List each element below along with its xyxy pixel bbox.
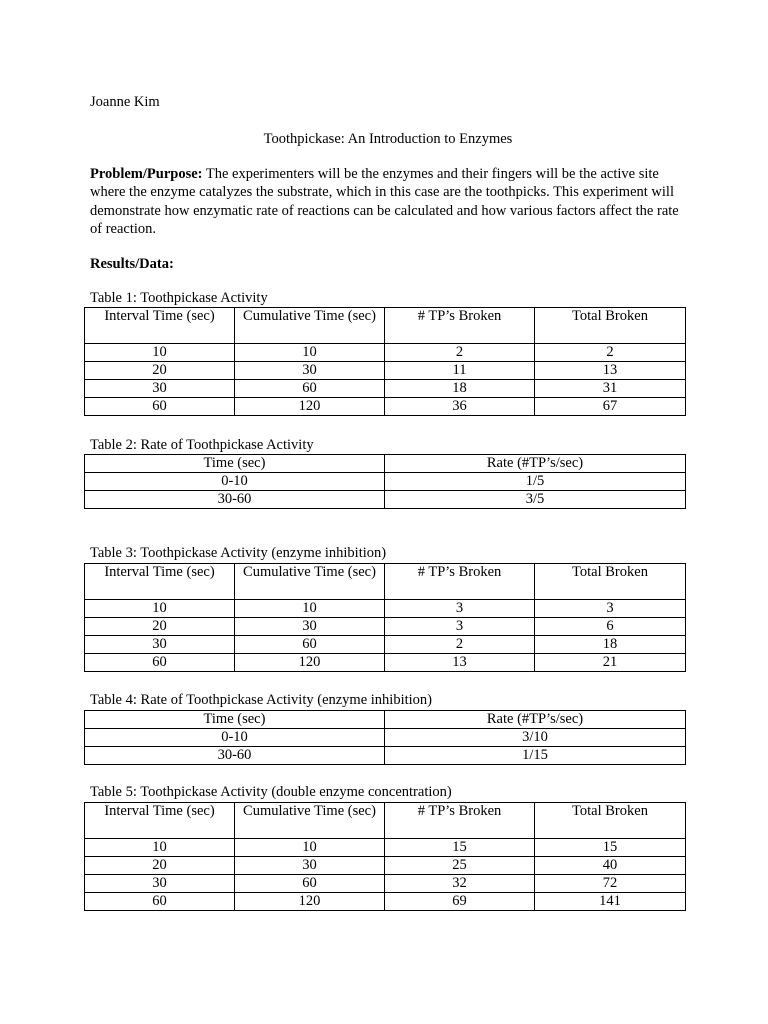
table3-caption: Table 3: Toothpickase Activity (enzyme inhibition) [90, 545, 387, 561]
table-cell: 67 [535, 398, 686, 416]
table-cell: 1/5 [385, 473, 686, 491]
table-cell: 10 [235, 839, 385, 857]
table-cell: 60 [235, 875, 385, 893]
table-cell: 30 [235, 857, 385, 875]
table-cell: 21 [535, 654, 686, 672]
table-cell: 20 [85, 362, 235, 380]
table2-caption: Table 2: Rate of Toothpickase Activity [90, 437, 314, 453]
table-row [85, 839, 686, 857]
table1 [84, 307, 686, 416]
table5 [84, 802, 686, 911]
table2 [84, 454, 686, 509]
table-cell: 40 [535, 857, 686, 875]
table-cell: 10 [85, 600, 235, 618]
table-cell: 30 [85, 636, 235, 654]
table-cell: 30 [235, 618, 385, 636]
table-cell: 30 [235, 362, 385, 380]
table2-header-row [85, 455, 686, 473]
table5-header-cell: Cumulative Time (sec) [235, 803, 385, 839]
table-cell: 3 [385, 618, 535, 636]
table5-header-cell: Interval Time (sec) [85, 803, 235, 839]
table-cell: 30 [85, 875, 235, 893]
table3-header-row [85, 564, 686, 600]
table-cell: 60 [235, 380, 385, 398]
document-title: Toothpickase: An Introduction to Enzymes [263, 131, 513, 147]
table-cell: 120 [235, 893, 385, 911]
table-cell: 141 [535, 893, 686, 911]
table-cell: 20 [85, 618, 235, 636]
table-row [85, 636, 686, 654]
table1-header-cell: Interval Time (sec) [85, 308, 235, 344]
table-row [85, 398, 686, 416]
table-cell: 72 [535, 875, 686, 893]
table-cell: 0-10 [85, 473, 385, 491]
table-cell: 25 [385, 857, 535, 875]
table-cell: 69 [385, 893, 535, 911]
table2-header-cell: Time (sec) [85, 455, 385, 473]
purpose-label: Problem/Purpose: [90, 166, 203, 182]
table-cell: 13 [535, 362, 686, 380]
table-row [85, 618, 686, 636]
table-row [85, 654, 686, 672]
table-cell: 3/10 [385, 729, 686, 747]
table-row [85, 875, 686, 893]
table-cell: 11 [385, 362, 535, 380]
table-cell: 32 [385, 875, 535, 893]
table-cell: 3 [535, 600, 686, 618]
table5-header-cell: Total Broken [535, 803, 686, 839]
table5-header-cell: # TP’s Broken [385, 803, 535, 839]
table1-header-cell: Total Broken [535, 308, 686, 344]
table-cell: 18 [385, 380, 535, 398]
table-row [85, 747, 686, 765]
table-cell: 120 [235, 654, 385, 672]
table-cell: 10 [85, 344, 235, 362]
table-cell: 20 [85, 857, 235, 875]
table-row [85, 344, 686, 362]
table3-header-cell: Cumulative Time (sec) [235, 564, 385, 600]
table-cell: 0-10 [85, 729, 385, 747]
table2-header-cell: Rate (#TP’s/sec) [385, 455, 686, 473]
table-cell: 30 [85, 380, 235, 398]
table-row [85, 729, 686, 747]
table3-header-cell: # TP’s Broken [385, 564, 535, 600]
table4-caption: Table 4: Rate of Toothpickase Activity (enzyme inhibition) [90, 692, 432, 708]
table4-header-cell: Time (sec) [85, 711, 385, 729]
table-row [85, 362, 686, 380]
table-row [85, 893, 686, 911]
table-cell: 3 [385, 600, 535, 618]
results-heading: Results/Data: [90, 256, 174, 272]
table5-header-row [85, 803, 686, 839]
table-cell: 30-60 [85, 491, 385, 509]
purpose-text: The experimenters will be the enzymes and their fingers will be the active site where the enzyme catalyzes the substrate, which in this case are the toothpicks. This experiment will demonstrate how enzymatic rate of reactions can be calculated and how various factors affect the rate of reaction. [90, 166, 679, 237]
table-cell: 60 [85, 893, 235, 911]
table-cell: 6 [535, 618, 686, 636]
table3-header-cell: Interval Time (sec) [85, 564, 235, 600]
table-cell: 13 [385, 654, 535, 672]
table-cell: 10 [235, 600, 385, 618]
table-cell: 30-60 [85, 747, 385, 765]
table-cell: 18 [535, 636, 686, 654]
table1-header-cell: # TP’s Broken [385, 308, 535, 344]
table-cell: 60 [235, 636, 385, 654]
table-cell: 2 [385, 636, 535, 654]
table-cell: 60 [85, 398, 235, 416]
table3 [84, 563, 686, 672]
table-cell: 120 [235, 398, 385, 416]
table-cell: 10 [235, 344, 385, 362]
table-cell: 3/5 [385, 491, 686, 509]
table-cell: 31 [535, 380, 686, 398]
table-cell: 36 [385, 398, 535, 416]
table5-caption: Table 5: Toothpickase Activity (double enzyme concentration) [90, 784, 452, 800]
table-row [85, 857, 686, 875]
table-row [85, 491, 686, 509]
table4 [84, 710, 686, 765]
table-cell: 15 [385, 839, 535, 857]
author-name: Joanne Kim [90, 94, 160, 110]
table4-header-cell: Rate (#TP’s/sec) [385, 711, 686, 729]
table-cell: 10 [85, 839, 235, 857]
table1-header-cell: Cumulative Time (sec) [235, 308, 385, 344]
table-cell: 2 [535, 344, 686, 362]
table4-header-row [85, 711, 686, 729]
table3-header-cell: Total Broken [535, 564, 686, 600]
table-cell: 60 [85, 654, 235, 672]
table-row [85, 600, 686, 618]
table1-caption: Table 1: Toothpickase Activity [90, 290, 268, 306]
table-row [85, 473, 686, 491]
table1-header-row [85, 308, 686, 344]
table-cell: 2 [385, 344, 535, 362]
table-cell: 15 [535, 839, 686, 857]
purpose-paragraph [90, 165, 686, 238]
table-cell: 1/15 [385, 747, 686, 765]
table-row [85, 380, 686, 398]
